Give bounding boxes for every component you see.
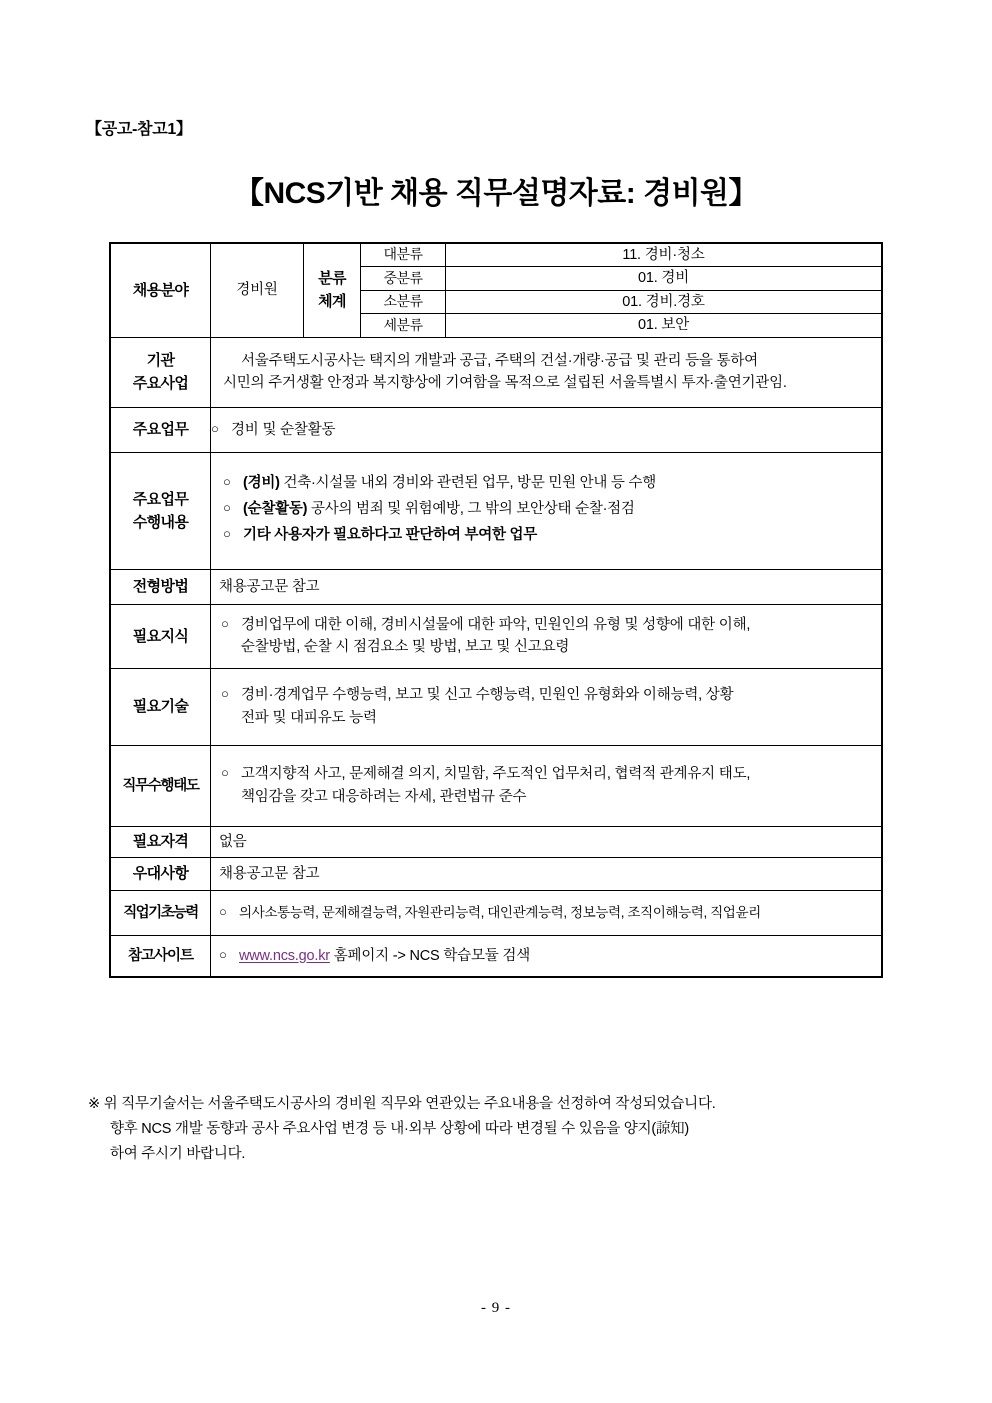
org-business-line2: 시민의 주거생활 안정과 복지향상에 기여함을 목적으로 설립된 서울특별시 투자·출연기관임. [223, 375, 787, 392]
circle-bullet-icon: ○ [221, 686, 229, 702]
footnote-line-2: 향후 NCS 개발 동향과 공사 주요사업 변경 등 내·외부 상황에 따라 변경될 수 있음을 양지(諒知) [110, 1120, 689, 1137]
classification-level-value-minor: 01. 경비.경호 [446, 290, 882, 313]
circle-bullet-icon: ○ [211, 420, 219, 436]
table-row [111, 857, 882, 890]
required-knowledge-line1: 경비업무에 대한 이해, 경비시설물에 대한 파악, 민원인의 유형 및 성향에 대한 이해, [241, 616, 751, 633]
page-title: 【NCS기반 채용 직무설명자료: 경비원】 [233, 177, 759, 210]
duty-detail-strong-2: (순찰활동) [243, 501, 308, 518]
footnote-line-3: 하여 주시기 바랍니다. [110, 1145, 246, 1162]
table-row [111, 935, 882, 976]
duty-detail-list [223, 472, 871, 548]
classification-label-line1: 분류 [318, 270, 346, 288]
row-label-org-business [111, 337, 211, 407]
list-item [223, 524, 871, 547]
duty-detail-label-line2: 수행내용 [132, 513, 189, 531]
org-business-label-line2: 주요사업 [132, 375, 189, 393]
reference-site-suffix: 홈페이지 -> NCS 학습모듈 검색 [329, 947, 530, 964]
circle-bullet-icon: ○ [223, 474, 231, 490]
circle-bullet-icon: ○ [223, 500, 231, 516]
cell-main-duty [211, 407, 882, 452]
required-knowledge-line2: 순찰방법, 순찰 시 점검요소 및 방법, 보고 및 신고요령 [241, 639, 570, 656]
cell-basic-competency [211, 890, 882, 935]
row-label-selection-method: 전형방법 [111, 569, 211, 604]
row-label-classification-system [304, 244, 361, 338]
table-row [111, 668, 882, 745]
work-attitude-item [221, 763, 877, 808]
circle-bullet-icon: ○ [221, 765, 229, 781]
table-row [111, 604, 882, 668]
reference-site-item [219, 945, 875, 967]
list-item [223, 498, 871, 521]
row-label-main-duty: 주요업무 [111, 407, 211, 452]
row-label-basic-competency: 직업기초능력 [111, 890, 211, 935]
row-label-reference-site: 참고사이트 [111, 935, 211, 976]
work-attitude-line2: 책임감을 갖고 대응하려는 자세, 관련법규 준수 [241, 788, 527, 805]
cell-selection-method: 채용공고문 참고 [211, 569, 882, 604]
list-item [223, 472, 871, 495]
required-skill-item [221, 684, 875, 729]
table-row [111, 826, 882, 857]
org-business-line1: 서울주택도시공사는 택지의 개발과 공급, 주택의 건설·개량·공급 및 관리 등을 통하여 [241, 352, 758, 369]
table-row [111, 569, 882, 604]
cell-required-knowledge [211, 604, 882, 668]
row-label-duty-detail [111, 452, 211, 569]
circle-bullet-icon: ○ [219, 946, 227, 962]
classification-level-name-major: 대분류 [361, 244, 446, 267]
ncs-website-link[interactable]: www.ncs.go.kr [239, 947, 330, 964]
circle-bullet-icon: ○ [221, 615, 229, 631]
classification-level-name-middle: 중분류 [361, 267, 446, 290]
work-attitude-line1: 고객지향적 사고, 문제해결 의지, 치밀함, 주도적인 업무처리, 협력적 관계유지 태도, [241, 766, 751, 783]
circle-bullet-icon: ○ [219, 904, 227, 920]
table-row [111, 244, 882, 267]
cell-reference-site [211, 935, 882, 976]
duty-detail-rest-2: 공사의 범죄 및 위험예방, 그 밖의 보안상태 순찰·점검 [310, 501, 635, 518]
cell-org-business-text [211, 337, 882, 407]
row-label-work-attitude: 직무수행태도 [111, 745, 211, 826]
job-description-table [110, 243, 882, 977]
basic-competency-text: 의사소통능력, 문제해결능력, 자원관리능력, 대인관계능력, 정보능력, 조직이해능력, 직업윤리 [239, 905, 761, 921]
classification-level-value-major: 11. 경비·청소 [446, 244, 882, 267]
required-skill-line1: 경비·경계업무 수행능력, 보고 및 신고 수행능력, 민원인 유형화와 이해능력, 상황 [241, 687, 734, 704]
row-label-recruit-field: 채용분야 [111, 244, 211, 338]
row-label-required-qualification: 필요자격 [111, 826, 211, 857]
required-skill-line2: 전파 및 대피유도 능력 [241, 709, 377, 726]
required-knowledge-item [221, 614, 875, 659]
footnote-line-1: ※ 위 직무기술서는 서울주택도시공사의 경비원 직무와 연관있는 주요내용을 선정하여 작성되었습니다. [88, 1096, 716, 1112]
cell-required-qualification: 없음 [211, 826, 882, 857]
cell-recruit-field-value: 경비원 [211, 244, 304, 338]
row-label-required-knowledge: 필요지식 [111, 604, 211, 668]
cell-duty-detail [211, 452, 882, 569]
classification-level-name-minor: 소분류 [361, 290, 446, 313]
duty-detail-strong-1: (경비) [243, 475, 280, 492]
cell-work-attitude [211, 745, 882, 826]
table-row [111, 407, 882, 452]
org-business-label-line1: 기관 [146, 352, 175, 370]
classification-level-value-middle: 01. 경비 [446, 267, 882, 290]
cell-required-skill [211, 668, 882, 745]
table-row [111, 890, 882, 935]
table-row [111, 745, 882, 826]
main-duty-text: 경비 및 순찰활동 [231, 421, 336, 438]
circle-bullet-icon: ○ [223, 526, 231, 542]
row-label-preference: 우대사항 [111, 857, 211, 890]
duty-detail-rest-1: 건축·시설물 내외 경비와 관련된 업무, 방문 민원 안내 등 수행 [283, 475, 656, 492]
duty-detail-label-line1: 주요업무 [132, 490, 189, 508]
table-row [111, 452, 882, 569]
page-number: - 9 - [481, 1300, 511, 1316]
classification-level-name-detail: 세분류 [361, 314, 446, 337]
row-label-required-skill: 필요기술 [111, 668, 211, 745]
table-row [111, 337, 882, 407]
classification-level-value-detail: 01. 보안 [446, 314, 882, 337]
footnote [88, 1092, 914, 1167]
main-duty-item [211, 419, 881, 441]
basic-competency-item [219, 902, 879, 923]
cell-preference: 채용공고문 참고 [211, 857, 882, 890]
classification-label-line2: 체계 [318, 293, 346, 311]
document-tag: 【공고-참고1】 [86, 121, 192, 138]
duty-detail-rest-3: 기타 사용자가 필요하다고 판단하여 부여한 업무 [243, 527, 538, 544]
